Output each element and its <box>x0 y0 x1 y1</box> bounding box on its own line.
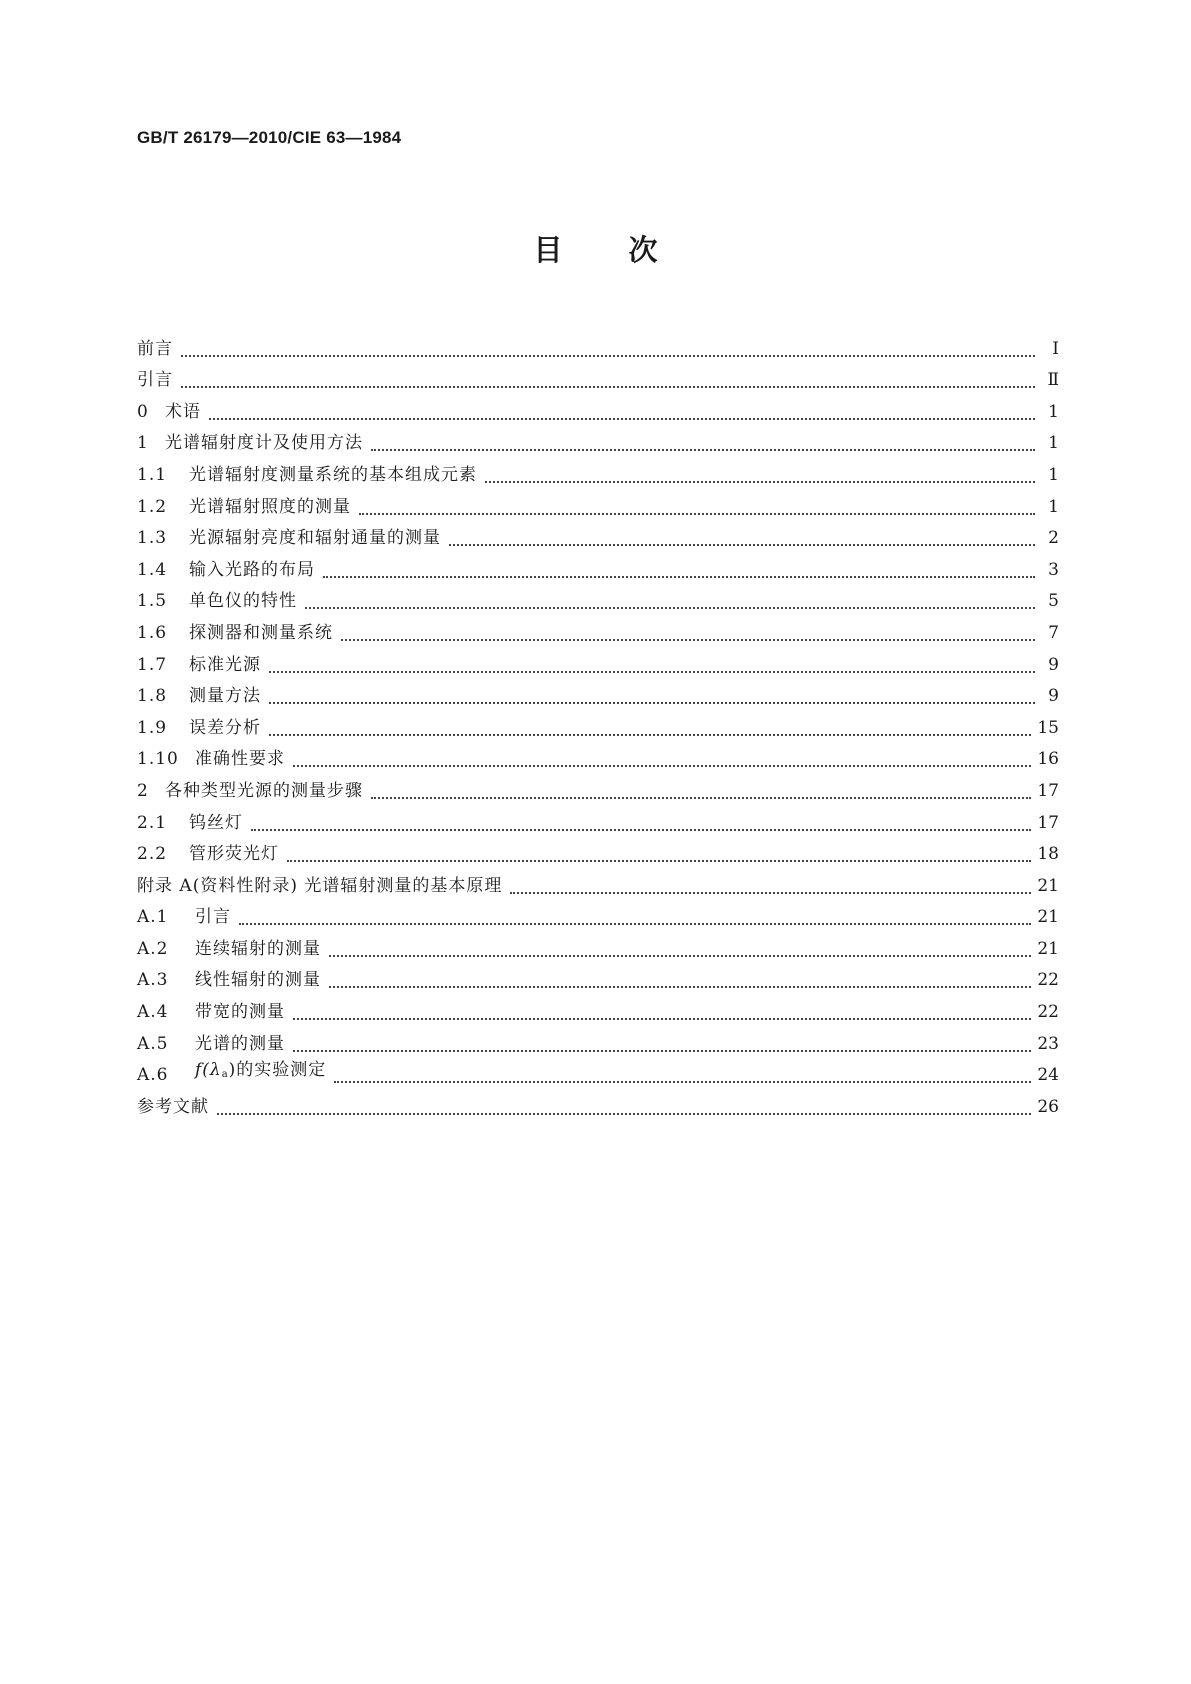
toc-entry-label: 引言 <box>137 370 173 391</box>
toc-entry-1-4[interactable] <box>137 549 1059 581</box>
toc-leader-dots <box>329 986 1031 988</box>
toc-entry-number: A.4 <box>137 1002 169 1023</box>
toc-entry-page: 17 <box>1037 812 1059 833</box>
toc-leader-dots <box>334 1081 1031 1083</box>
toc-entry-number: 1.7 <box>137 654 168 675</box>
toc-leader-dots <box>251 829 1031 831</box>
toc-entry-number: A.2 <box>137 938 169 959</box>
toc-entry-number: 1.2 <box>137 496 168 517</box>
toc-entry-a-6[interactable] <box>137 1055 1059 1087</box>
toc-entry-page: 1 <box>1048 401 1059 422</box>
toc-entry-number: 1.1 <box>137 464 168 485</box>
toc-leader-dots <box>305 607 1035 609</box>
toc-entry-label: 术语 <box>165 401 201 422</box>
toc-leader-dots <box>341 639 1035 641</box>
toc-entry-page: 26 <box>1037 1096 1059 1117</box>
toc-entry-number: 2 <box>137 780 149 801</box>
toc-leader-dots <box>371 449 1035 451</box>
toc-entry-page: 23 <box>1037 1033 1059 1054</box>
toc-entry-0[interactable] <box>137 391 1059 423</box>
toc-entry-number: A.1 <box>137 907 169 928</box>
toc-entry-page: 9 <box>1048 654 1059 675</box>
toc-entry-2[interactable] <box>137 770 1059 802</box>
toc-entry-a-3[interactable] <box>137 960 1059 992</box>
toc-entry-page: 21 <box>1037 938 1059 959</box>
toc-entry-a-5[interactable] <box>137 1023 1059 1055</box>
toc-leader-dots <box>287 860 1031 862</box>
toc-entry-label-formula: f(λ <box>195 1060 222 1081</box>
toc-leader-dots <box>293 1018 1031 1020</box>
toc-leader-dots <box>239 923 1031 925</box>
toc-entry-label-subscript: a <box>221 1069 229 1081</box>
toc-entry-page: 9 <box>1048 686 1059 707</box>
toc-entry-1-9[interactable] <box>137 707 1059 739</box>
page-title: 目次 <box>533 233 724 267</box>
toc-entry-number: 1.10 <box>137 749 179 770</box>
toc-entry-page: 18 <box>1037 844 1059 865</box>
toc-entry-number: 1 <box>137 433 149 454</box>
toc-entry-page: Ⅰ <box>1052 338 1059 359</box>
toc-entry-label: 前言 <box>137 338 173 359</box>
toc-entry-number: A.5 <box>137 1033 169 1054</box>
toc-entry-number: 1.9 <box>137 717 168 738</box>
toc-entry-label: 光源辐射亮度和辐射通量的测量 <box>189 528 441 549</box>
toc-entry-page: 1 <box>1048 433 1059 454</box>
toc-entry-page: Ⅱ <box>1047 370 1059 391</box>
toc-entry-number: 1.6 <box>137 622 168 643</box>
toc-entry-page: 17 <box>1037 780 1059 801</box>
toc-entry-label: 误差分析 <box>189 717 261 738</box>
toc-leader-dots <box>181 386 1035 388</box>
toc-entry-page: 2 <box>1048 528 1059 549</box>
toc-entry-page: 21 <box>1037 875 1059 896</box>
toc-entry-2-1[interactable] <box>137 802 1059 834</box>
toc-entry-number: A.3 <box>137 970 169 991</box>
toc-entry-label <box>195 1059 326 1086</box>
toc-entry-number: 2.2 <box>137 844 168 865</box>
toc-entry-label: 光谱辐射度测量系统的基本组成元素 <box>189 464 477 485</box>
toc-entry-1-2[interactable] <box>137 486 1059 518</box>
toc-entry-label: 带宽的测量 <box>195 1002 285 1023</box>
toc-entry-label: 线性辐射的测量 <box>195 970 321 991</box>
toc-entry-page: 7 <box>1048 622 1059 643</box>
toc-leader-dots <box>510 892 1031 894</box>
toc-entry-page: 16 <box>1037 749 1059 770</box>
toc-entry-label: 连续辐射的测量 <box>195 938 321 959</box>
toc-entry-label: 测量方法 <box>189 686 261 707</box>
toc-entry-label: 单色仪的特性 <box>189 591 297 612</box>
toc-entry-page: 21 <box>1037 907 1059 928</box>
toc-entry-label: 标准光源 <box>189 654 261 675</box>
toc-entry-1-7[interactable] <box>137 644 1059 676</box>
toc-leader-dots <box>485 481 1035 483</box>
toc-entry-1-1[interactable] <box>137 454 1059 486</box>
toc-entry-label: 管形荧光灯 <box>189 844 279 865</box>
toc-leader-dots <box>269 702 1035 704</box>
toc-entry-page: 1 <box>1048 464 1059 485</box>
toc-entry-page: 1 <box>1048 496 1059 517</box>
toc-entry-number: 1.5 <box>137 591 168 612</box>
toc-entry-label: 光谱的测量 <box>195 1033 285 1054</box>
toc-leader-dots <box>329 955 1031 957</box>
toc-leader-dots <box>269 671 1035 673</box>
toc-entry-1[interactable] <box>137 423 1059 455</box>
toc-entry-page: 15 <box>1037 717 1059 738</box>
toc-leader-dots <box>269 734 1031 736</box>
toc-entry-label: 光谱辐射度计及使用方法 <box>165 433 363 454</box>
toc-entry-label: 钨丝灯 <box>189 812 243 833</box>
toc-entry-introduction[interactable] <box>137 360 1059 392</box>
toc-leader-dots <box>449 544 1035 546</box>
toc-entry-page: 24 <box>1037 1065 1059 1086</box>
toc-entry-1-8[interactable] <box>137 676 1059 708</box>
toc-entry-a-2[interactable] <box>137 928 1059 960</box>
toc-leader-dots <box>371 797 1031 799</box>
toc-entry-1-6[interactable] <box>137 612 1059 644</box>
toc-entry-label: 各种类型光源的测量步骤 <box>165 780 363 801</box>
toc-entry-number: 附录 A <box>137 875 193 896</box>
toc-entry-page: 22 <box>1037 970 1059 991</box>
toc-entry-number: 1.3 <box>137 528 168 549</box>
toc-entry-number: 0 <box>137 401 149 422</box>
toc-entry-number: A.6 <box>137 1065 169 1086</box>
toc-entry-page: 5 <box>1048 591 1059 612</box>
toc-entry-label: 探测器和测量系统 <box>189 622 333 643</box>
toc-entry-label: 准确性要求 <box>195 749 285 770</box>
toc-entry-label: 引言 <box>195 907 231 928</box>
toc-entry-a-4[interactable] <box>137 991 1059 1023</box>
toc-entry-1-3[interactable] <box>137 518 1059 550</box>
toc-entry-references[interactable] <box>137 1086 1059 1118</box>
toc-entry-1-10[interactable] <box>137 739 1059 771</box>
toc-leader-dots <box>209 418 1035 420</box>
toc-entry-label: 参考文献 <box>137 1096 209 1117</box>
toc-entry-number: 1.8 <box>137 686 168 707</box>
toc-entry-appendix-a[interactable] <box>137 865 1059 897</box>
toc-entry-1-5[interactable] <box>137 581 1059 613</box>
toc-entry-label-text: )的实验测定 <box>228 1060 327 1081</box>
toc-leader-dots <box>323 576 1035 578</box>
toc-leader-dots <box>293 1050 1031 1052</box>
toc-leader-dots <box>293 765 1031 767</box>
toc-entry-a-1[interactable] <box>137 897 1059 929</box>
toc-entry-label: 光谱辐射照度的测量 <box>189 496 351 517</box>
toc-leader-dots <box>181 355 1035 357</box>
table-of-contents <box>137 328 1059 1118</box>
toc-entry-label: (资料性附录) 光谱辐射测量的基本原理 <box>192 875 503 896</box>
toc-entry-foreword[interactable] <box>137 328 1059 360</box>
toc-entry-number: 1.4 <box>137 559 168 580</box>
standard-number: GB/T 26179—2010/CIE 63—1984 <box>137 128 402 147</box>
toc-entry-page: 3 <box>1048 559 1059 580</box>
toc-entry-number: 2.1 <box>137 812 168 833</box>
toc-entry-2-2[interactable] <box>137 834 1059 866</box>
toc-leader-dots <box>359 513 1035 515</box>
toc-leader-dots <box>217 1113 1031 1115</box>
toc-entry-label: 输入光路的布局 <box>189 559 315 580</box>
toc-entry-page: 22 <box>1037 1002 1059 1023</box>
